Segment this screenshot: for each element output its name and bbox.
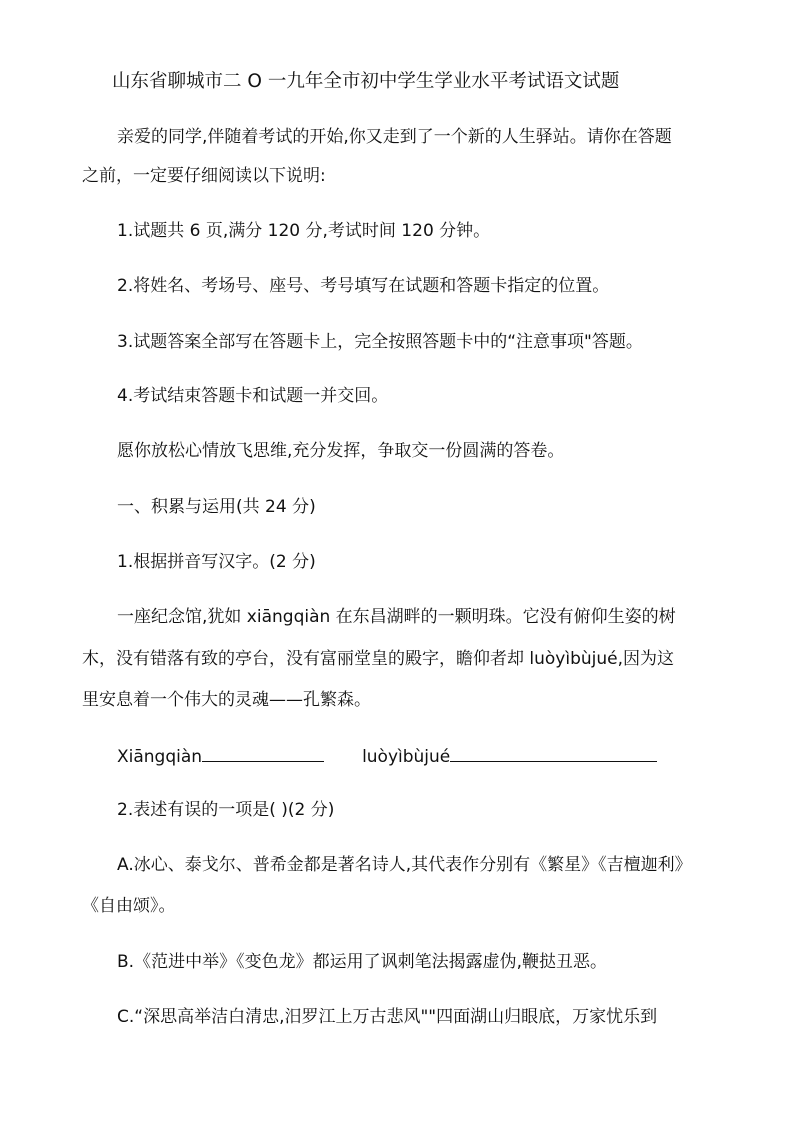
instruction-2: 2.将姓名、考场号、座号、考号填写在试题和答题卡指定的位置。	[117, 276, 610, 296]
option-a-line-2: 《自由颂》。	[82, 896, 176, 916]
option-c: C.“深思高举洁白清忠,汨罗江上万古悲风""四面湖山归眼底，万家忧乐到	[117, 1007, 658, 1027]
answer-label-2: luòyìbùjué	[362, 747, 451, 767]
question-1-passage-line-3: 里安息着一个伟大的灵魂——孔繁森。	[82, 690, 371, 710]
question-2-heading: 2.表述有误的一项是( )(2 分)	[117, 800, 335, 820]
section-heading: 一、积累与运用(共 24 分)	[117, 497, 316, 517]
intro-line-1: 亲爱的同学,伴随着考试的开始,你又走到了一个新的人生驿站。请你在答题	[117, 127, 672, 147]
option-a-line-1: A.冰心、泰戈尔、普希金都是著名诗人,其代表作分别有《繁星》《吉檀迦利》	[117, 855, 692, 875]
question-1-heading: 1.根据拼音写汉字。(2 分)	[117, 552, 316, 572]
exam-title: 山东省聊城市二 O 一九年全市初中学生学业水平考试语文试题	[112, 71, 620, 92]
instruction-3: 3.试题答案全部写在答题卡上，完全按照答题卡中的“注意事项"答题。	[117, 332, 643, 352]
option-b: B.《范进中举》《变色龙》都运用了讽刺笔法揭露虚伪,鞭挞丑恶。	[117, 952, 607, 972]
answer-blanks-row	[117, 744, 757, 769]
good-wishes: 愿你放松心情放飞思维,充分发挥，争取交一份圆满的答卷。	[117, 441, 565, 461]
instruction-1: 1.试题共 6 页,满分 120 分,考试时间 120 分钟。	[117, 221, 491, 241]
answer-label-1: Xiāngqiàn	[117, 747, 203, 767]
instruction-4: 4.考试结束答题卡和试题一并交回。	[117, 386, 389, 406]
question-1-passage-line-1: 一座纪念馆,犹如 xiāngqiàn 在东昌湖畔的一颗明珠。它没有俯仰生姿的树	[117, 607, 676, 627]
intro-line-2: 之前，一定要仔细阅读以下说明:	[82, 166, 326, 186]
answer-blank-1	[202, 744, 324, 762]
answer-blank-2	[450, 744, 657, 762]
question-1-passage-line-2: 木，没有错落有致的亭台，没有富丽堂皇的殿字，瞻仰者却 luòyìbùjué,因为这	[82, 649, 675, 669]
